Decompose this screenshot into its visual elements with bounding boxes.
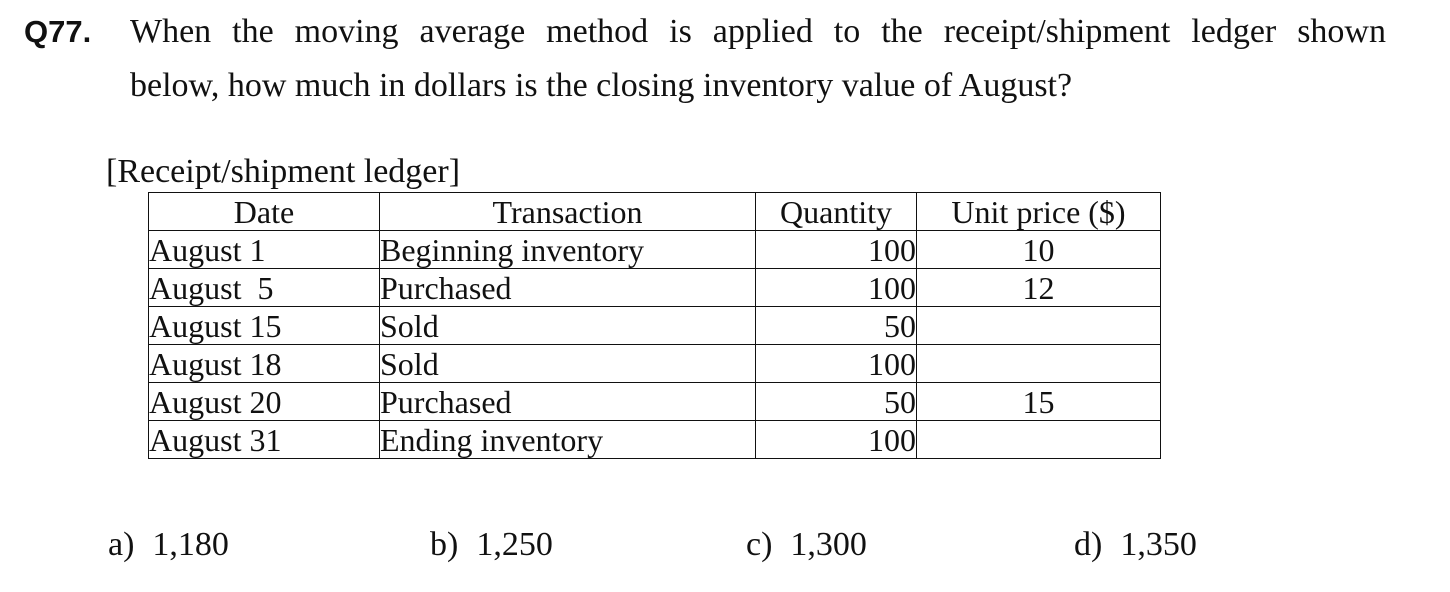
option-label: d) [1074, 526, 1103, 563]
row-unit-price: 12 [917, 269, 1161, 307]
row-unit-price: 10 [917, 231, 1161, 269]
row-date: August 20 [149, 383, 380, 421]
header-unit-price: Unit price ($) [917, 193, 1161, 231]
option-label: c) [746, 526, 773, 563]
option-a[interactable] [108, 523, 229, 567]
answer-options [0, 523, 1450, 567]
header-quantity: Quantity [756, 193, 917, 231]
table-row [149, 345, 1161, 383]
row-transaction: Sold [380, 345, 756, 383]
row-transaction: Ending inventory [380, 421, 756, 459]
row-quantity: 100 [756, 421, 917, 459]
question-text-line-1: When the moving average method is applied to the receipt/shipment ledger shown [130, 13, 1386, 50]
table-row [149, 383, 1161, 421]
row-transaction: Purchased [380, 269, 756, 307]
option-label: a) [108, 526, 135, 563]
row-unit-price: 15 [917, 383, 1161, 421]
ledger-table [148, 192, 1161, 459]
table-row [149, 269, 1161, 307]
row-quantity: 100 [756, 269, 917, 307]
row-quantity: 100 [756, 345, 917, 383]
option-value: 1,350 [1120, 526, 1197, 563]
question-text-line-2: below, how much in dollars is the closing inventory value of August? [130, 67, 1073, 104]
table-row [149, 307, 1161, 345]
ledger-caption: [Receipt/shipment ledger] [106, 153, 461, 190]
option-c[interactable] [746, 523, 867, 567]
row-transaction: Sold [380, 307, 756, 345]
row-date: August 18 [149, 345, 380, 383]
row-date: August 5 [149, 269, 380, 307]
option-value: 1,180 [152, 526, 229, 563]
option-b[interactable] [430, 523, 553, 567]
row-transaction: Beginning inventory [380, 231, 756, 269]
table-header-row [149, 193, 1161, 231]
question-number: Q77. [24, 14, 92, 49]
row-transaction: Purchased [380, 383, 756, 421]
row-date: August 31 [149, 421, 380, 459]
table-row [149, 421, 1161, 459]
row-quantity: 100 [756, 231, 917, 269]
header-transaction: Transaction [380, 193, 756, 231]
row-unit-price [917, 307, 1161, 345]
option-d[interactable] [1074, 523, 1197, 567]
row-date: August 15 [149, 307, 380, 345]
row-date: August 1 [149, 231, 380, 269]
header-date: Date [149, 193, 380, 231]
option-value: 1,300 [790, 526, 867, 563]
row-quantity: 50 [756, 383, 917, 421]
table-row [149, 231, 1161, 269]
row-quantity: 50 [756, 307, 917, 345]
option-value: 1,250 [476, 526, 553, 563]
option-label: b) [430, 526, 459, 563]
row-unit-price [917, 421, 1161, 459]
row-unit-price [917, 345, 1161, 383]
